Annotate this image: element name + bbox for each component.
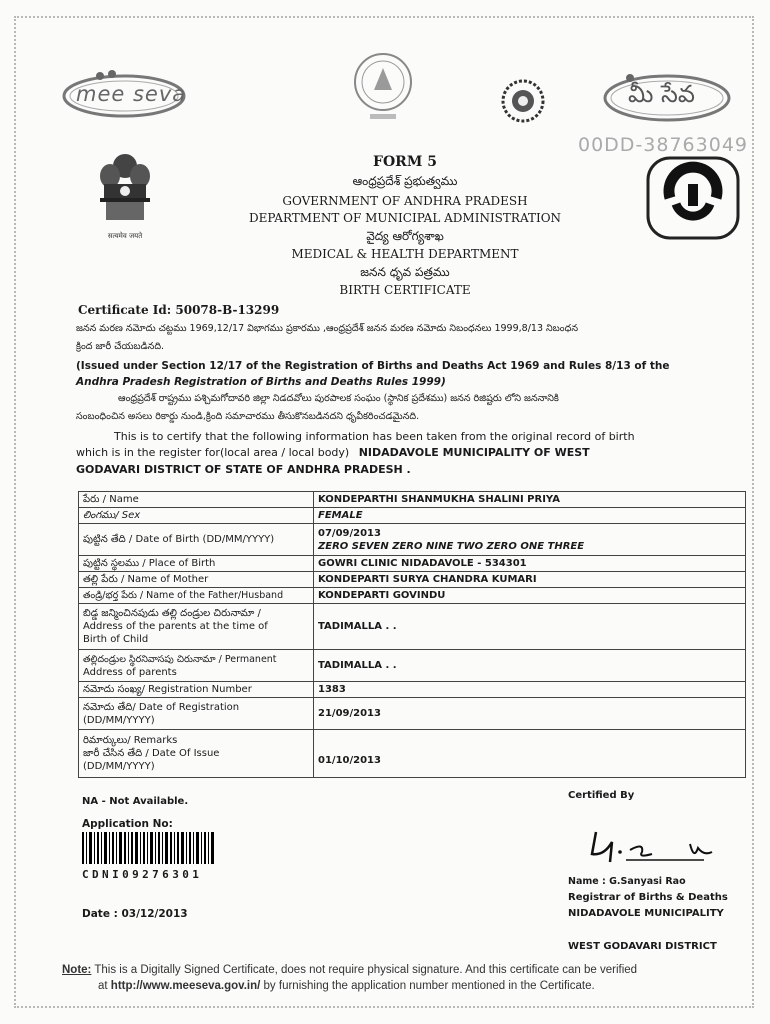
application-no-label: Application No: bbox=[82, 818, 173, 830]
note-text-2b: by furnishing the application number mentioned in the Certificate. bbox=[263, 980, 595, 992]
intro-en-line1: (Issued under Section 12/17 of the Registration of Births and Deaths Act 1969 and Rules 8/13 of the bbox=[76, 360, 670, 372]
digital-note-line2 bbox=[98, 980, 595, 992]
addr-birth-value: TADIMALLA . . bbox=[314, 604, 746, 650]
perm-label-en: Address of parents bbox=[83, 666, 177, 678]
signatory-district: WEST GODAVARI DISTRICT bbox=[568, 941, 717, 952]
addr-birth-label bbox=[79, 604, 314, 650]
pob-value: GOWRI CLINIC NIDADAVOLE - 534301 bbox=[314, 556, 746, 572]
state-seal-icon bbox=[352, 48, 414, 128]
addr-birth-label-te: బిడ్డ జన్మించినపుడు తల్లి దండ్రుల చిరునామా / bbox=[83, 608, 261, 619]
table-row bbox=[79, 524, 746, 556]
perm-label-te: తల్లిదండ్రుల స్థిరనివాసపు చిరునామా / Permanent bbox=[83, 653, 277, 665]
intro-te2-line2: సంబంధించిన అసలు రికార్డు నుండి,క్రింది సమాచారము తీసుకొనబడినదని ధృవీకరించడమైనది. bbox=[76, 411, 420, 422]
perm-value: TADIMALLA . . bbox=[314, 650, 746, 682]
intro-en-line2: Andhra Pradesh Registration of Births and Deaths Rules 1999) bbox=[76, 376, 446, 388]
issue-value: 01/10/2013 bbox=[314, 730, 746, 778]
regdate-value: 21/09/2013 bbox=[314, 698, 746, 730]
table-row bbox=[79, 588, 746, 604]
dept-en: DEPARTMENT OF MUNICIPAL ADMINISTRATION bbox=[248, 211, 562, 225]
name-value: KONDEPARTHI SHANMUKHA SHALINI PRIYA bbox=[314, 492, 746, 508]
father-label: తండ్రి/భర్త పేరు / Name of the Father/Husband bbox=[79, 588, 314, 604]
regno-label: నమోదు సంఖ్య/ Registration Number bbox=[79, 682, 314, 698]
father-value: KONDEPARTI GOVINDU bbox=[314, 588, 746, 604]
remarks-label: రిమార్కులు/ Remarks bbox=[83, 735, 178, 746]
mother-value: KONDEPARTI SURYA CHANDRA KUMARI bbox=[314, 572, 746, 588]
table-row bbox=[79, 492, 746, 508]
addr-birth-label-en1: Address of the parents at the time of bbox=[83, 621, 268, 632]
round-seal-icon bbox=[500, 78, 546, 124]
cert-te: జనన ధృవ పత్రము bbox=[360, 265, 450, 279]
gov-te: ఆంధ్రప్రదేశ్ ప్రభుత్వము bbox=[352, 174, 458, 188]
na-note: NA - Not Available. bbox=[82, 796, 189, 807]
signature bbox=[586, 822, 736, 872]
certify-line3: GODAVARI DISTRICT OF STATE OF ANDHRA PRADESH . bbox=[76, 463, 411, 476]
perm-label bbox=[79, 650, 314, 682]
dept-seal bbox=[500, 78, 546, 124]
signatory-name: Name : G.Sanyasi Rao bbox=[568, 876, 686, 887]
signatory-title: Registrar of Births & Deaths bbox=[568, 892, 728, 903]
table-row bbox=[79, 556, 746, 572]
table-row bbox=[79, 730, 746, 778]
handwritten-signature-icon bbox=[586, 822, 736, 872]
mother-label: తల్లి పేరు / Name of Mother bbox=[79, 572, 314, 588]
sex-value: FEMALE bbox=[314, 508, 746, 524]
meeseva-left-text: mee seva bbox=[76, 82, 187, 106]
meeseva-right-text: మీ సేవ bbox=[628, 80, 695, 108]
issue-label-en: (DD/MM/YYYY) bbox=[83, 761, 155, 772]
dob-cell bbox=[314, 524, 746, 556]
local-body-name: NIDADAVOLE MUNICIPALITY OF WEST bbox=[358, 446, 590, 459]
note-text-2a: at bbox=[98, 980, 108, 992]
form-title: FORM 5 bbox=[373, 154, 437, 170]
ap-state-emblem bbox=[352, 48, 414, 128]
issue-date: Date : 03/12/2013 bbox=[82, 908, 188, 920]
dob-value: 07/09/2013 bbox=[318, 527, 381, 539]
pob-label: పుట్టిన స్థలము / Place of Birth bbox=[79, 556, 314, 572]
health-en: MEDICAL & HEALTH DEPARTMENT bbox=[291, 247, 519, 261]
table-row bbox=[79, 650, 746, 682]
barcode-icon bbox=[82, 832, 216, 864]
dob-words: ZERO SEVEN ZERO NINE TWO ZERO ONE THREE bbox=[318, 540, 585, 552]
meeseva-url-link[interactable]: http://www.meeseva.gov.in/ bbox=[110, 980, 261, 992]
health-te: వైద్య ఆరోగ్యశాఖ bbox=[366, 229, 444, 243]
table-row bbox=[79, 698, 746, 730]
certificate-id: Certificate Id: 50078-B-13299 bbox=[78, 303, 280, 317]
name-label: పేరు / Name bbox=[79, 492, 314, 508]
regdate-label-en: (DD/MM/YYYY) bbox=[83, 714, 155, 726]
table-row bbox=[79, 572, 746, 588]
certify-line2 bbox=[76, 446, 590, 459]
meeseva-logo-right bbox=[600, 66, 735, 126]
addr-birth-label-en2: Birth of Child bbox=[83, 634, 149, 645]
issue-label-te: జారీ చేసిన తేది / Date Of Issue bbox=[83, 748, 220, 759]
certify-line2-text: which is in the register for(local area / local body) bbox=[76, 446, 350, 459]
intro-te1-line2: క్రింద జారీ చేయబడినది. bbox=[76, 341, 165, 352]
dob-label: పుట్టిన తేది / Date of Birth (DD/MM/YYYY) bbox=[79, 524, 314, 556]
gov-en: GOVERNMENT OF ANDHRA PRADESH bbox=[282, 194, 528, 208]
barcode-text: CDNI09276301 bbox=[82, 868, 203, 881]
regno-value: 1383 bbox=[314, 682, 746, 698]
certificate-details-table bbox=[78, 491, 746, 778]
intro-te2-line1: ఆంధ్రప్రదేశ్ రాష్ట్రము పశ్చిమగోదావరి జిల్లా నిడదవోలు పురపాలక సంఘం (స్థానిక ప్రదేశము) జనన రిజిష్టరు లోని జననానికి bbox=[118, 393, 559, 404]
certify-line1: This is to certify that the following information has been taken from the original record of birth bbox=[114, 430, 635, 443]
table-row bbox=[79, 508, 746, 524]
table-row bbox=[79, 604, 746, 650]
remarks-issue-label bbox=[79, 730, 314, 778]
cert-en: BIRTH CERTIFICATE bbox=[339, 283, 471, 297]
sex-label: లింగము/ Sex bbox=[79, 508, 314, 524]
serial-number: 00DD-38763049 bbox=[578, 134, 749, 156]
barcode bbox=[82, 832, 216, 864]
signatory-office: NIDADAVOLE MUNICIPALITY bbox=[568, 908, 724, 919]
regdate-label bbox=[79, 698, 314, 730]
digital-note-line1 bbox=[62, 964, 637, 976]
note-text-1: This is a Digitally Signed Certificate, does not require physical signature. And this certificate can be verified bbox=[94, 964, 638, 976]
intro-te1-line1: జనన మరణ నమోదు చట్టము 1969,12/17 విభాగము ప్రకారము ,ఆంధ్రప్రదేశ్ జనన మరణ నమోదు నిబంధనలు 1999,8/13 నిబంధన bbox=[76, 323, 578, 334]
table-row bbox=[79, 682, 746, 698]
note-label: Note: bbox=[62, 964, 92, 976]
regdate-label-te: నమోదు తేది/ Date of Registration bbox=[83, 701, 240, 713]
emblem-caption: सत्यमेव जयते bbox=[107, 232, 143, 240]
certified-by: Certified By bbox=[568, 790, 635, 801]
meeseva-logo-left bbox=[60, 66, 190, 120]
